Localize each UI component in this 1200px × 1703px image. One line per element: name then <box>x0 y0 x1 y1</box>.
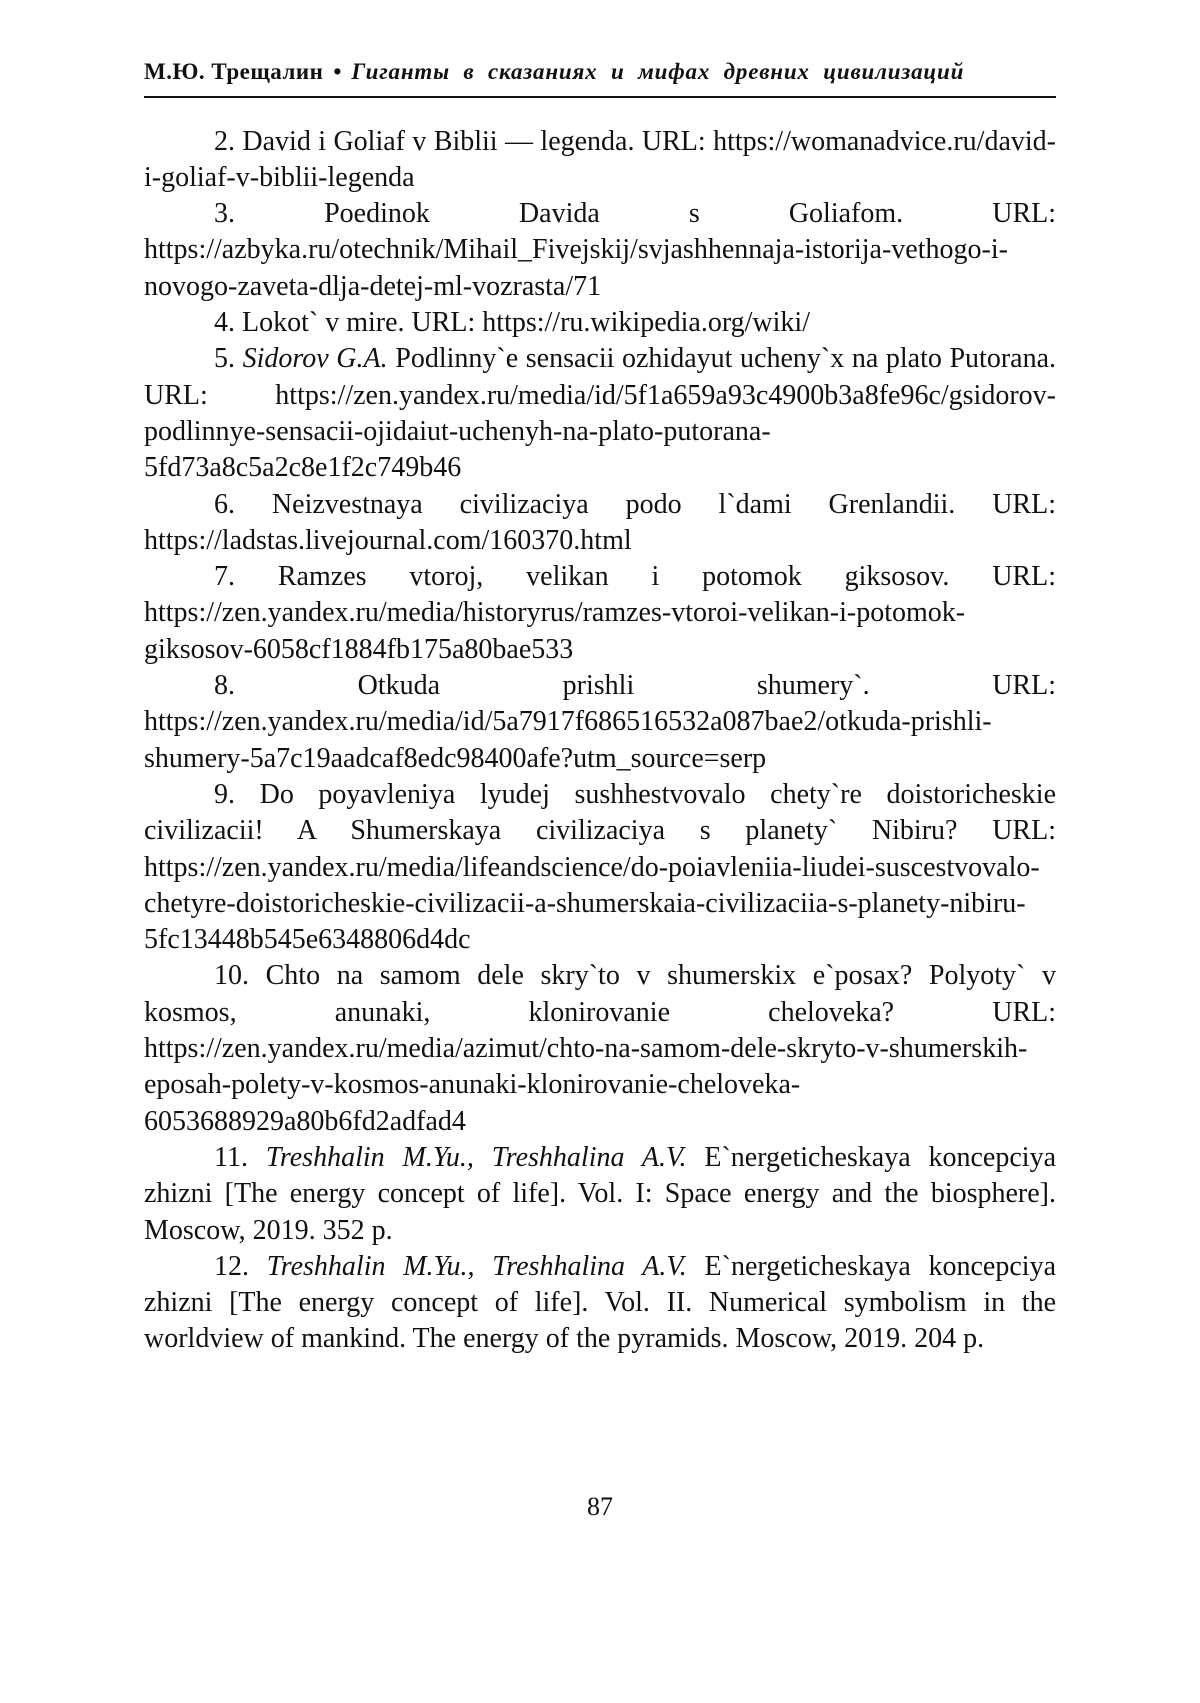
reference-text: 7. Ramzes vtoroj, velikan i potomok giksosov. URL: https://zen.yandex.ru/media/historyrus/ramzes-vtoroi-velikan-i-potomok-giksosov-6058cf1884fb175a80bae533 <box>144 561 1056 665</box>
reference-text: E`nergeticheskaya koncepciya zhizni [The energy concept of life]. Vol. I: Space energy and the biosphere]. Moscow, 2019. 352 p. <box>144 1141 1056 1246</box>
reference-text: 3. Poedinok Davida s Goliafom. URL: https://azbyka.ru/otechnik/Mihail_Fivejskij/svjashhennaja-istorija-vethogo-i-novogo-zaveta-dlja-detej-ml-vozrasta/71 <box>144 198 1056 302</box>
reference-item <box>144 341 1056 486</box>
reference-text: 12. <box>214 1250 267 1282</box>
reference-author: Treshhalin M.Yu., Treshhalina A.V. <box>266 1250 687 1282</box>
reference-text: E`nergeticheskaya koncepciya zhizni [The energy concept of life]. Vol. II. Numerical symbolism in the worldview of mankind. The energy of the pyramids. Moscow, 2019. 204 p. <box>144 1250 1056 1355</box>
reference-list <box>144 124 1056 1358</box>
reference-item <box>144 777 1056 958</box>
reference-text: 8. Otkuda prishli shumery`. URL: https://zen.yandex.ru/media/id/5a7917f686516532a087bae2/otkuda-prishli-shumery-5a7c19aadcaf8edc98400afe?utm_source=serp <box>144 670 1056 774</box>
reference-item <box>144 958 1056 1139</box>
reference-text: Podlinny`e sensacii ozhidayut ucheny`x na plato Putorana. URL: https://zen.yandex.ru/media/id/5f1a659a93c4900b3a8fe96c/gsidorov-podlinnye-sensacii-ojidaiut-uchenyh-na-plato-putorana-5fd73a8c5a2c8e1f2c749b46 <box>144 343 1057 484</box>
header-book-title: Гиганты в сказаниях и мифах древних цивилизаций <box>351 59 965 84</box>
reference-item <box>144 1249 1056 1358</box>
reference-item <box>144 305 1056 341</box>
reference-item <box>144 1140 1056 1249</box>
reference-text: 10. Chto na samom dele skry`to v shumerskix e`posax? Polyoty` v kosmos, anunaki, klonirovanie cheloveka? URL: https://zen.yandex.ru/media/azimut/chto-na-samom-dele-skryto-v-shumerskih-eposah-polety-v-kosmos-anunaki-klonirovanie-cheloveka-6053688929a80b6fd2adfad4 <box>144 960 1056 1137</box>
reference-text: 4. Lokot` v mire. URL: https://ru.wikipedia.org/wiki/ <box>214 307 810 339</box>
reference-item <box>144 487 1056 560</box>
reference-text: 9. Do poyavleniya lyudej sushhestvovalo chety`re doistoricheskie civilizacii! A Shumerskaya civilizaciya s planety` Nibiru? URL: https://zen.yandex.ru/media/lifeandscience/do-poiavleniia-liudei-suscestvovalo-chetyre-doistoricheskie-civilizacii-a-shumerskaia-civilizaciia-s-planety-nibiru-5fc13448b545e6348806d4dc <box>144 778 1056 956</box>
reference-item <box>144 196 1056 305</box>
reference-text: 6. Neizvestnaya civilizaciya podo l`dami Grenlandii. URL: https://ladstas.livejournal.com/160370.html <box>144 488 1056 556</box>
header-separator-bullet: • <box>333 59 342 84</box>
reference-text: 5. <box>214 343 243 375</box>
reference-author: Sidorov G.A. <box>242 343 388 375</box>
page-number: 87 <box>587 1492 613 1521</box>
reference-item <box>144 559 1056 668</box>
header-rule <box>144 96 1056 98</box>
reference-item <box>144 124 1056 197</box>
reference-item <box>144 668 1056 777</box>
reference-text: 2. David i Goliaf v Biblii — legenda. URL: https://womanadvice.ru/david-i-goliaf-v-biblii-legenda <box>144 125 1056 193</box>
reference-author: Treshhalin M.Yu., Treshhalina A.V. <box>265 1141 687 1173</box>
reference-text: 11. <box>214 1141 266 1173</box>
header-author: М.Ю. Трещалин <box>144 59 324 84</box>
running-header <box>144 58 1056 86</box>
